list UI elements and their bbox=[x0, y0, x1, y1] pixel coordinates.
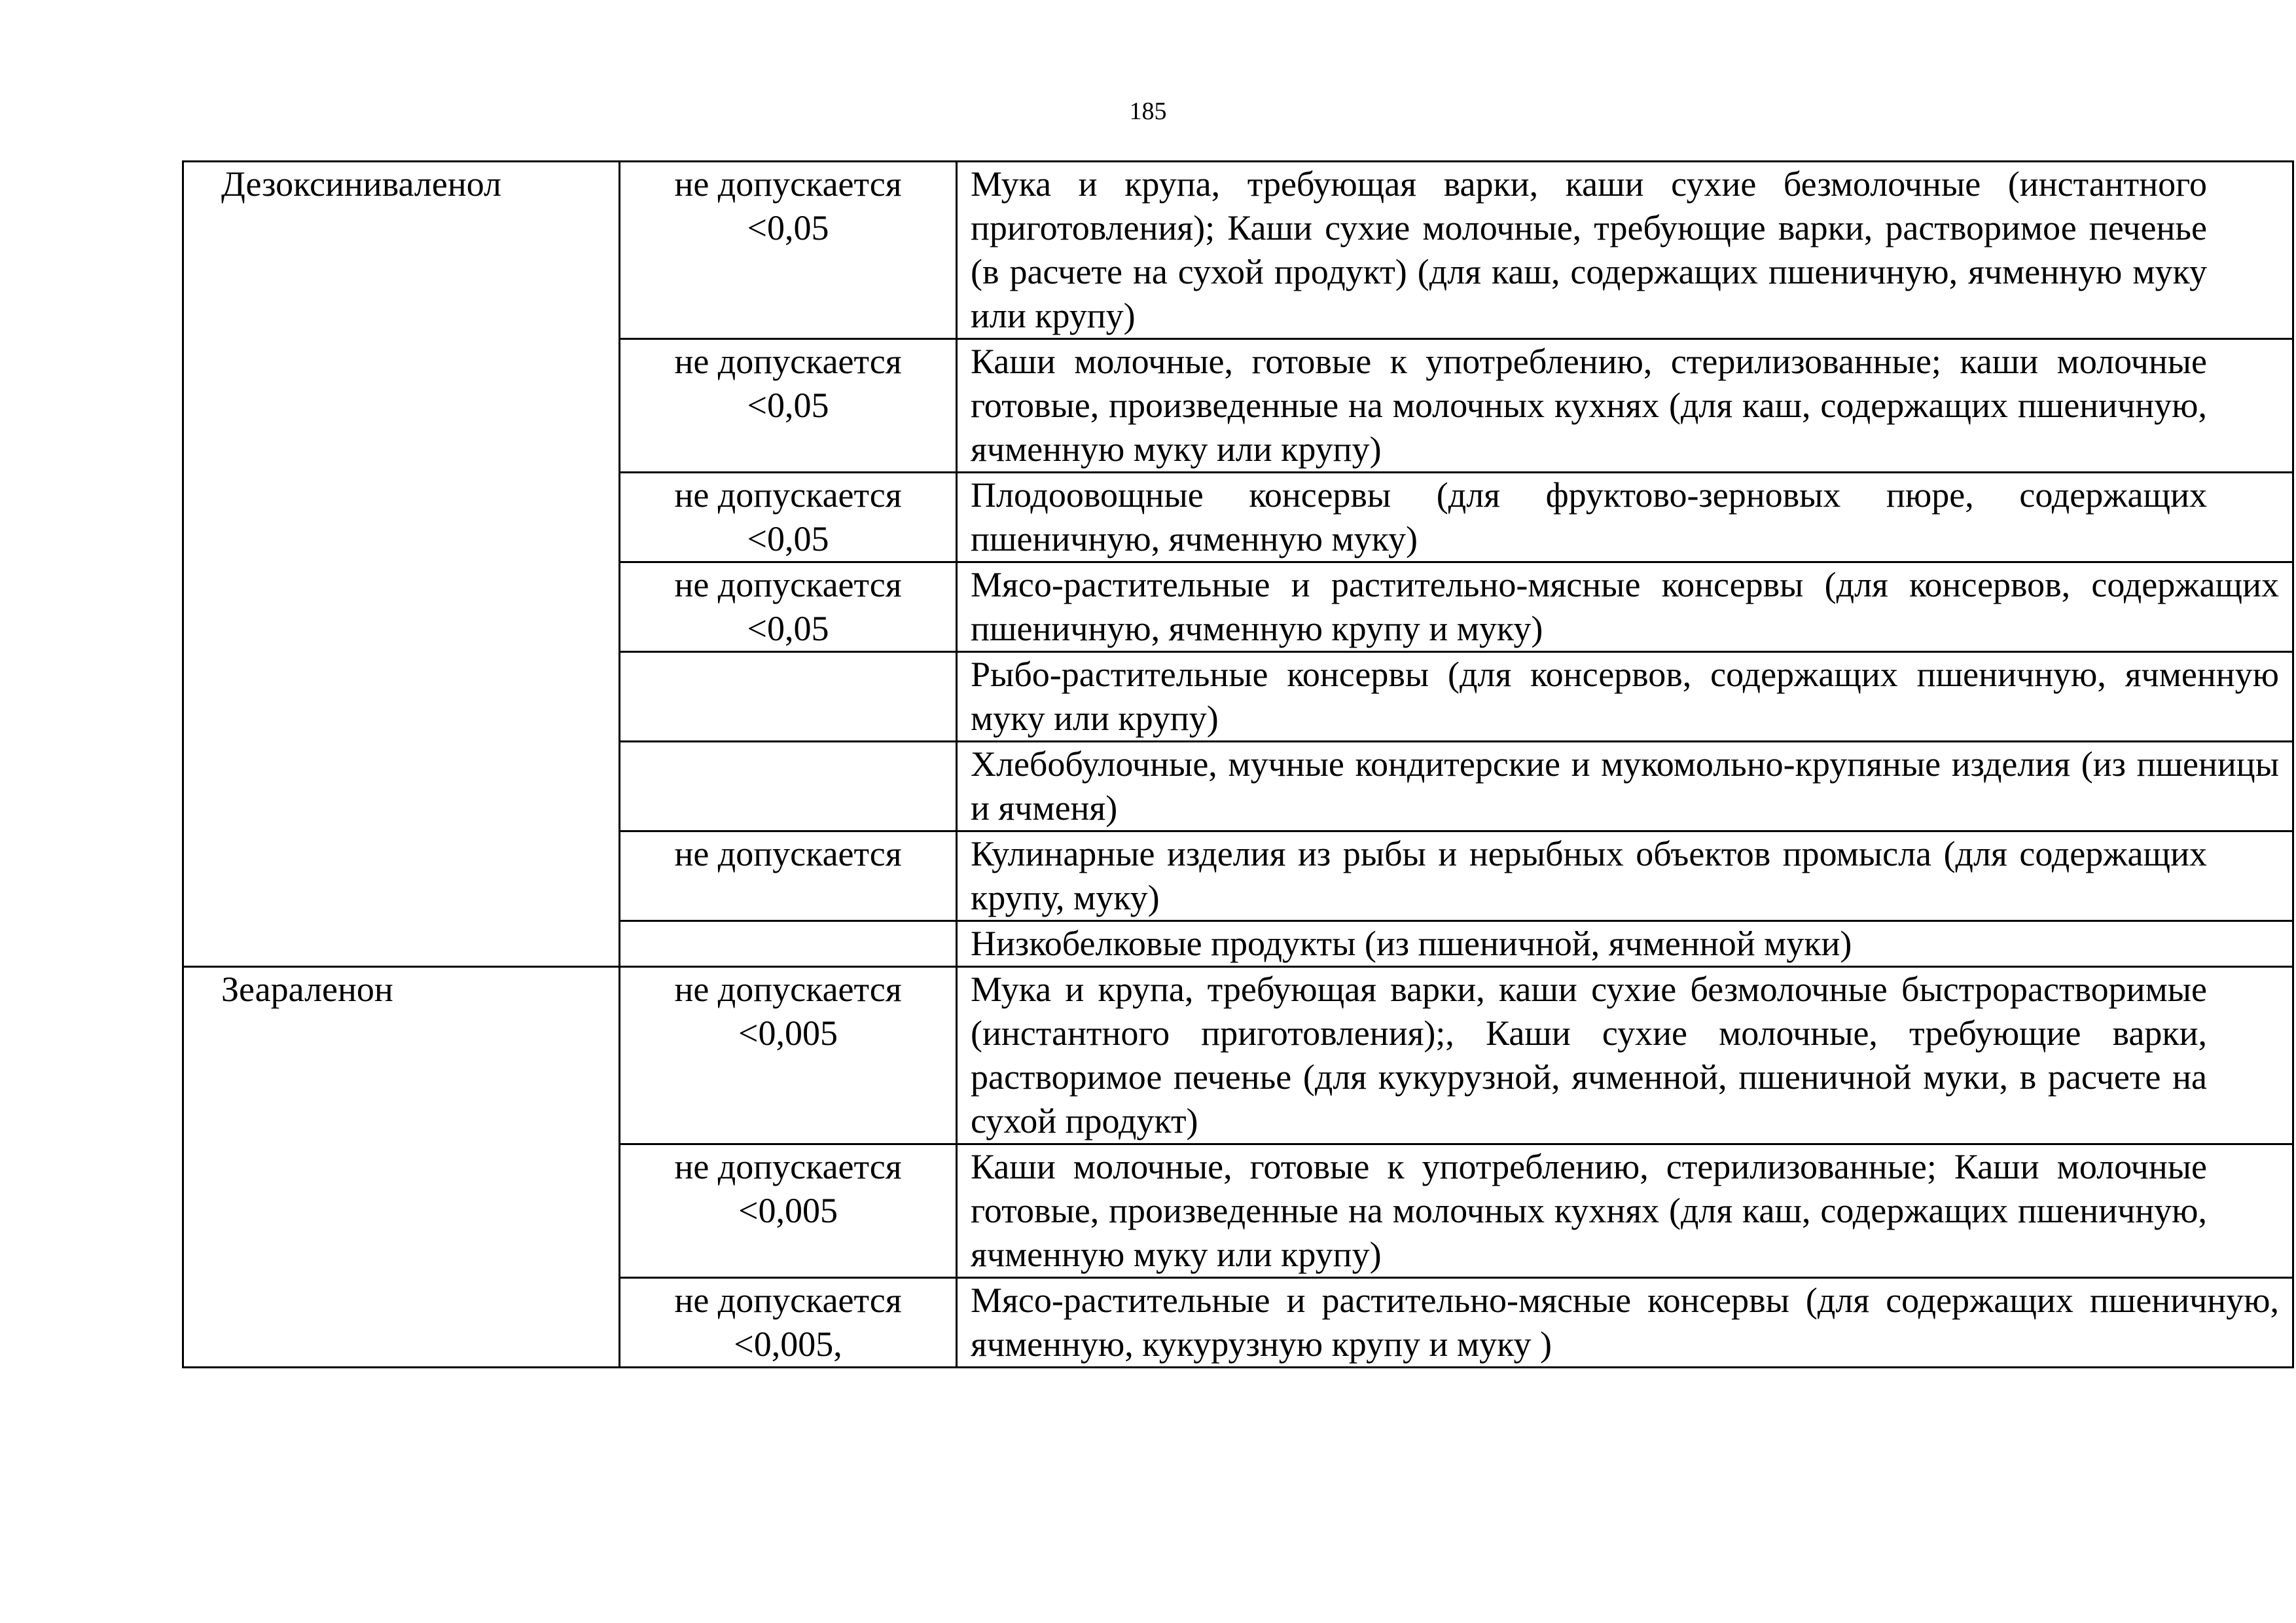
limit-text: не допускается bbox=[674, 164, 902, 204]
table-row bbox=[183, 967, 2293, 1144]
limit-text: не допускается bbox=[674, 1147, 902, 1186]
contaminant-limits-table bbox=[182, 160, 2294, 1368]
product-cell: Каши молочные, готовые к употреблению, стерилизованные; Каши молочные готовые, произведенные на молочных кухнях (для каш, содержащих пшеничную, ячменную муку или крупу) bbox=[957, 1144, 2293, 1278]
product-cell: Рыбо-растительные консервы (для консервов, содержащих пшеничную, ячменную муку или крупу) bbox=[957, 652, 2293, 742]
product-cell: Хлебобулочные, мучные кондитерские и мукомольно-крупяные изделия (из пшеницы и ячменя) bbox=[957, 742, 2293, 831]
product-cell: Мясо-растительные и растительно-мясные консервы (для содержащих пшеничную, ячменную, кукурузную крупу и муку ) bbox=[957, 1278, 2293, 1368]
limit-cell bbox=[620, 742, 957, 831]
product-cell: Кулинарные изделия из рыбы и нерыбных объектов промысла (для содержащих крупу, муку) bbox=[957, 831, 2293, 921]
limit-value: <0,05 bbox=[747, 609, 829, 648]
substance-cell: Дезоксиниваленол bbox=[183, 162, 620, 967]
limit-cell bbox=[620, 473, 957, 562]
limit-value: <0,05 bbox=[747, 386, 829, 425]
limit-value: <0,05 bbox=[747, 208, 829, 247]
limit-text: не допускается bbox=[674, 565, 902, 604]
limit-cell bbox=[620, 921, 957, 967]
limit-cell bbox=[620, 1278, 957, 1368]
table-row bbox=[183, 162, 2293, 339]
limit-cell bbox=[620, 562, 957, 652]
limit-text: не допускается bbox=[674, 970, 902, 1009]
limit-cell bbox=[620, 967, 957, 1144]
limit-cell bbox=[620, 1144, 957, 1278]
product-cell: Каши молочные, готовые к употреблению, стерилизованные; каши молочные готовые, произведенные на молочных кухнях (для каш, содержащих пшеничную, ячменную муку или крупу) bbox=[957, 339, 2293, 473]
limit-value: <0,005 bbox=[738, 1013, 838, 1053]
limit-value: <0,005 bbox=[738, 1191, 838, 1230]
limit-cell bbox=[620, 162, 957, 339]
product-cell: Мука и крупа, требующая варки, каши сухие безмолочные быстрорастворимые (инстантного приготовления);, Каши сухие молочные, требующие варки, растворимое печенье (для кукурузной, ячменной, пшеничной муки, в расчете на сухой продукт) bbox=[957, 967, 2293, 1144]
limit-value: <0,005, bbox=[734, 1324, 842, 1364]
limit-value: <0,05 bbox=[747, 519, 829, 558]
product-cell: Мясо-растительные и растительно-мясные консервы (для консервов, содержащих пшеничную, ячменную крупу и муку) bbox=[957, 562, 2293, 652]
limit-text: не допускается bbox=[674, 475, 902, 515]
product-cell: Низкобелковые продукты (из пшеничной, ячменной муки) bbox=[957, 921, 2293, 967]
limit-cell bbox=[620, 339, 957, 473]
product-cell: Мука и крупа, требующая варки, каши сухие безмолочные (инстантного приготовления); Каши сухие молочные, требующие варки, растворимое печенье (в расчете на сухой продукт) (для каш, содержащих пшеничную, ячменную муку или крупу) bbox=[957, 162, 2293, 339]
product-cell: Плодоовощные консервы (для фруктово-зерновых пюре, содержащих пшеничную, ячменную муку) bbox=[957, 473, 2293, 562]
limit-text: не допускается bbox=[674, 834, 902, 873]
page-number: 185 bbox=[1129, 98, 1167, 125]
substance-cell: Зеараленон bbox=[183, 967, 620, 1368]
limit-text: не допускается bbox=[674, 342, 902, 381]
limit-cell bbox=[620, 831, 957, 921]
limit-cell bbox=[620, 652, 957, 742]
limit-text: не допускается bbox=[674, 1281, 902, 1320]
